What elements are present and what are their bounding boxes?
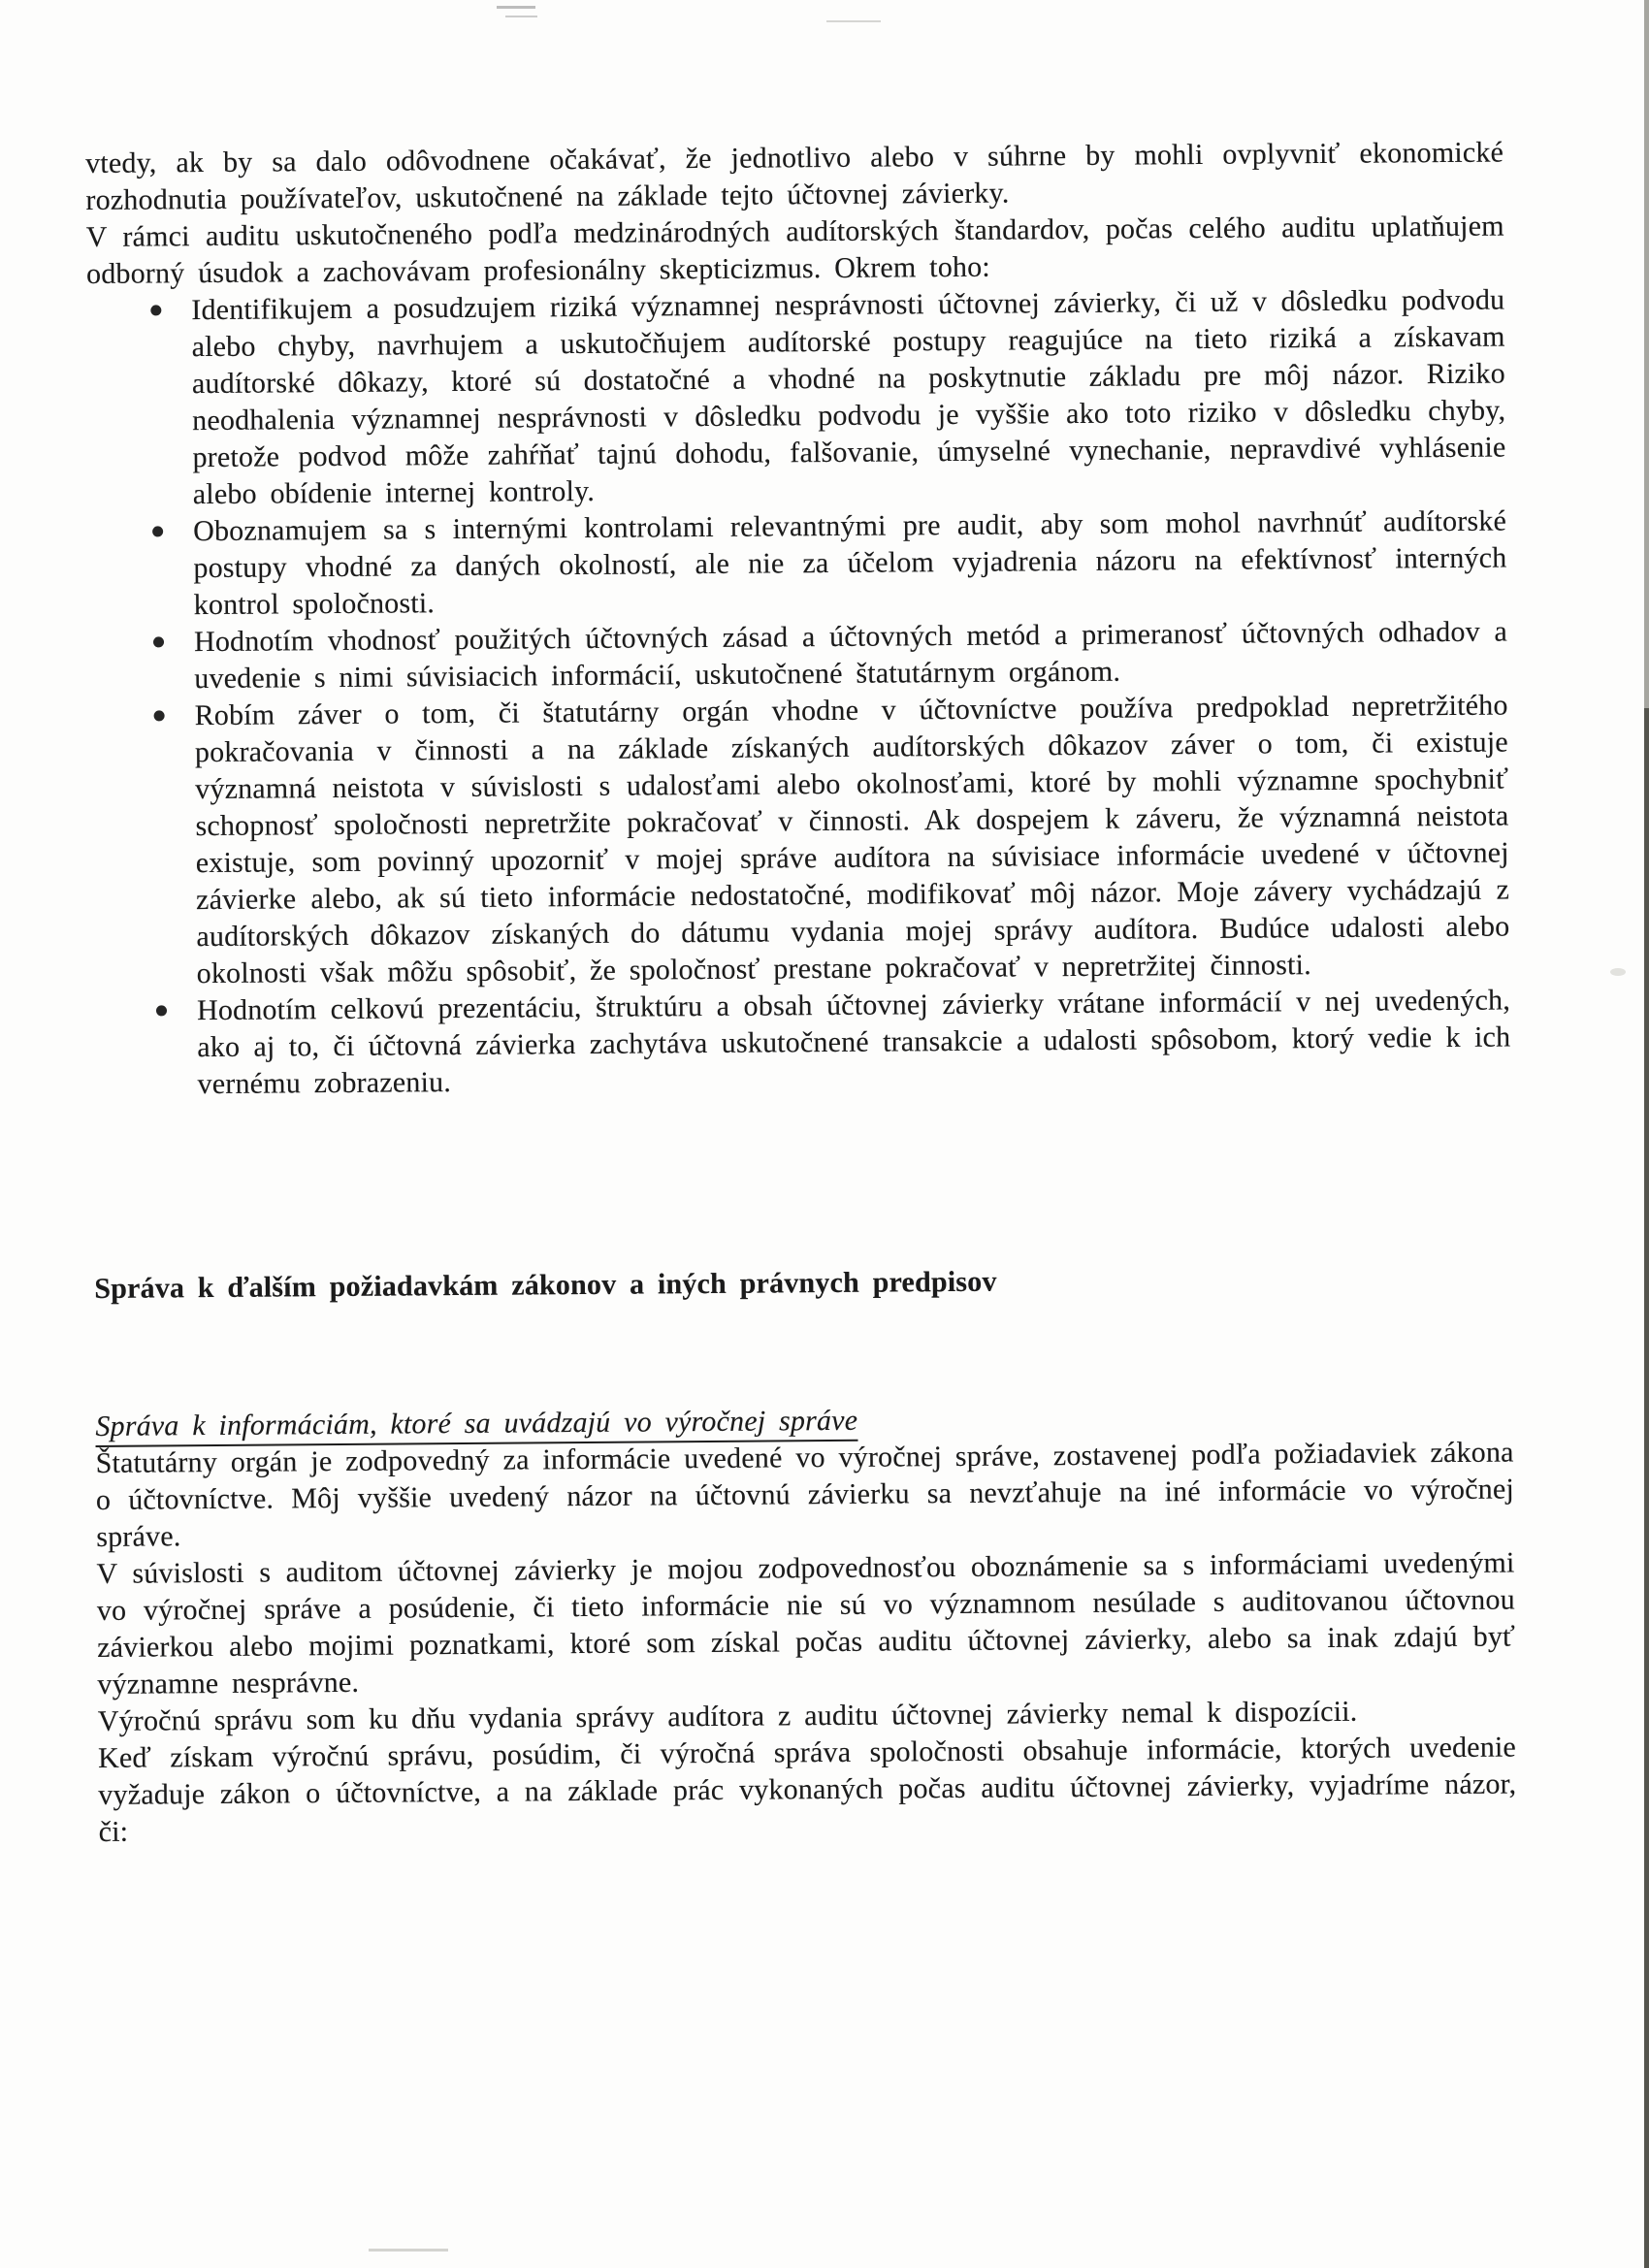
document-text-column [85, 135, 1517, 1851]
paragraph-when-report-obtained: Keď získam výročnú správu, posúdim, či výročná správa spoločnosti obsahuje informácie, ktorých uvedenie vyžaduje zákon o účtovníctve, a na základe prác vykonaných počas auditu účtovnej závierky, vyjadríme názor, či: [97, 1731, 1517, 1848]
section-heading: Správa k ďalším požiadavkám zákonov a iných právnych predpisov [94, 1265, 997, 1305]
bullet-marker-icon [154, 710, 165, 721]
scan-artifact-dash [497, 6, 535, 9]
bullet-item [86, 282, 1506, 514]
paragraph-statutory-responsibility: Štatutárny orgán je zodpovedný za informácie uvedené vo výročnej správe, zostavenej podľa požiadaviek zákona o účtovníctve. Môj vyššie uvedený názor na účtovnú závierku sa nevzťahuje na iné informácie vo výročnej správe. [95, 1436, 1515, 1553]
bullet-text: Hodnotím celkovú prezentáciu, štruktúru a obsah účtovnej závierky vrátane informácií v nej uvedených, ako aj to, či účtovná závierka zachytáva uskutočnené transakcie a udalosti spôsobom, ktorý vedie k ich vernému zobrazeniu. [196, 984, 1511, 1101]
paragraph-audit-scope: V rámci auditu uskutočneného podľa medzinárodných audítorských štandardov, počas celého auditu uplatňujem odborný úsudok a zachovávam profesionálny skepticizmus. Okrem toho: [85, 210, 1504, 290]
scan-artifact-dash [369, 2249, 448, 2252]
bullet-marker-icon [152, 526, 163, 536]
bullet-text: Hodnotím vhodnosť použitých účtovných zásad a účtovných metód a primeranosť účtovných odhadov a uvedenie s nimi súvisiacich informácií, uskutočnené štatutárnym orgánom. [193, 615, 1508, 696]
scan-artifact-dash [505, 16, 537, 17]
bullet-text: Robím záver o tom, či štatutárny orgán vhodne v účtovníctve používa predpoklad nepretržitého pokračovania v činnosti a na základe získaných audítorských dôkazov záver o tom, či existuje významná neistota v súvislosti s udalosťami alebo okolnosťami, ktoré by mohli významne spochybniť schopnosť spoločnosti nepretržite pokračovať v činnosti. Ak dospejem k záveru, že významná neistota existuje, som povinný upozorniť v mojej správe audítora na súvisiace informácie uvedené v účtovnej závierke alebo, ak sú tieto informácie nedostatočné, modifikovať môj názor. Moje závery vychádzajú z audítorských dôkazov získaných do dátumu vydania mojej správy audítora. Budúce udalosti alebo okolnosti však môžu spôsobiť, že spoločnosť prestane pokračovať v nepretržitej činnosti. [194, 689, 1510, 990]
bullet-item [88, 503, 1507, 625]
bullet-list [86, 282, 1511, 1104]
bullet-item [89, 688, 1509, 993]
scan-artifact-dash [826, 20, 881, 22]
paragraph-auditor-responsibility: V súvislosti s auditom účtovnej závierky je mojou zodpovednosťou oboznámenie sa s informáciami uvedenými vo výročnej správe a posúdenie, či tieto informácie nie sú vo významnom nesúlade s auditovanou účtovnou závierkou alebo mojimi poznatkami, ktoré som získal počas auditu účtovnej závierky, alebo sa inak zdajú byť významne nesprávne. [96, 1546, 1516, 1701]
subsection-heading-text: Správa k informáciám, ktoré sa uvádzajú vo výročnej správe [95, 1405, 857, 1447]
bullet-marker-icon [153, 636, 164, 647]
bullet-text: Identifikujem a posudzujem riziká významnej nesprávnosti účtovnej závierky, či už v dôsledku podvodu alebo chyby, navrhujem a uskutočňujem audítorské postupy reagujúce na tieto riziká a získavam audítorské dôkazy, ktoré sú dostatočné a vhodné na poskytnutie základu pre môj názor. Riziko neodhalenia významnej nesprávnosti v dôsledku podvodu je vyššie ako toto riziko v dôsledku chyby, pretože podvod môže zahŕňať tajnú dohodu, falšovanie, úmyselné vynechanie, nepravdivé vyhlásenie alebo obídenie internej kontroly. [191, 283, 1506, 511]
bullet-text: Oboznamujem sa s internými kontrolami relevantnými pre audit, aby som mohol navrhnúť audítorské postupy vhodné za daných okolností, ale nie za účelom vyjadrenia názoru na efektívnosť interných kontrol spoločnosti. [192, 504, 1507, 622]
bullet-item [89, 614, 1508, 698]
bullet-item [92, 982, 1511, 1103]
paragraph-annual-report-availability: Výročnú správu som ku dňu vydania správy audítora z auditu účtovnej závierky nemal k dispozícii. [97, 1695, 1358, 1737]
paragraph-intro-fragment: vtedy, ak by sa dalo odôvodnene očakávať, že jednotlivo alebo v súhrne by mohli ovplyvniť ekonomické rozhodnutia používateľov, uskutočnené na základe tejto účtovnej závierky. [85, 136, 1504, 216]
bullet-marker-icon [150, 305, 161, 315]
bullet-marker-icon [156, 1005, 167, 1016]
scan-edge-shadow [1644, 708, 1649, 2268]
scan-artifact-smudge [1610, 968, 1626, 976]
scan-edge-shadow [1644, 0, 1649, 708]
